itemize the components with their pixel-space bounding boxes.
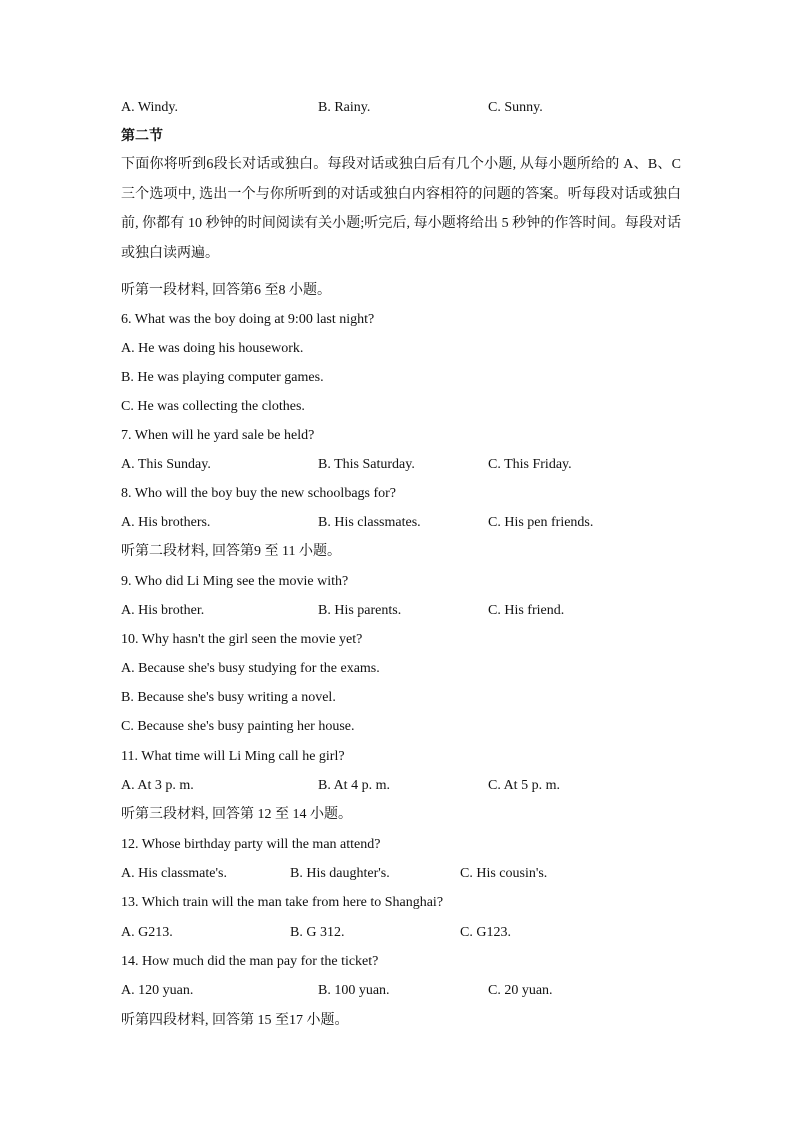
q6-option-b: B. He was playing computer games. (121, 370, 324, 385)
segment-3-heading: 听第三段材料, 回答第 12 至 14 小题。 (121, 807, 352, 822)
instructions: 下面你将听到6段长对话或独白。每段对话或独白后有几个小题, 从每小题所给的 A、B、C 三个选项中, 选出一个与你所听到的对话或独白内容相符的问题的答案。听每段对话或独白前, 你都有 10 秒钟的时间阅读有关小题;听完后, 每小题将给出 5 秒钟的作答时间。每段对话或独白读两遍。 (121, 157, 681, 261)
q12-option-a: A. His classmate's. (121, 866, 227, 881)
q11-option-b: B. At 4 p. m. (318, 778, 390, 793)
question-12: 12. Whose birthday party will the man attend? (121, 837, 381, 852)
segment-2-heading: 听第二段材料, 回答第9 至 11 小题。 (121, 544, 341, 559)
option-b: B. Rainy. (318, 100, 371, 115)
question-8: 8. Who will the boy buy the new schoolbags for? (121, 486, 397, 501)
question-11: 11. What time will Li Ming call he girl? (121, 749, 345, 764)
question-14: 14. How much did the man pay for the ticket? (121, 954, 379, 969)
section-title: 第二节 (121, 129, 163, 144)
q8-option-b: B. His classmates. (318, 515, 421, 530)
q6-option-c: C. He was collecting the clothes. (121, 399, 305, 414)
q12-option-b: B. His daughter's. (290, 866, 390, 881)
q9-option-c: C. His friend. (488, 603, 565, 618)
q7-option-b: B. This Saturday. (318, 457, 415, 472)
q7-option-c: C. This Friday. (488, 457, 572, 472)
question-6: 6. What was the boy doing at 9:00 last night? (121, 312, 375, 327)
q6-option-a: A. He was doing his housework. (121, 341, 304, 356)
question-7: 7. When will he yard sale be held? (121, 428, 315, 443)
option-c: C. Sunny. (488, 100, 543, 115)
q14-option-a: A. 120 yuan. (121, 983, 194, 998)
option-a: A. Windy. (121, 100, 178, 115)
q8-option-c: C. His pen friends. (488, 515, 594, 530)
q14-option-c: C. 20 yuan. (488, 983, 553, 998)
q8-option-a: A. His brothers. (121, 515, 211, 530)
question-10: 10. Why hasn't the girl seen the movie yet? (121, 632, 363, 647)
q10-option-a: A. Because she's busy studying for the exams. (121, 661, 380, 676)
q10-option-b: B. Because she's busy writing a novel. (121, 690, 336, 705)
q9-option-a: A. His brother. (121, 603, 205, 618)
q14-option-b: B. 100 yuan. (318, 983, 390, 998)
q10-option-c: C. Because she's busy painting her house. (121, 719, 355, 734)
question-9: 9. Who did Li Ming see the movie with? (121, 574, 349, 589)
q11-option-c: C. At 5 p. m. (488, 778, 560, 793)
q13-option-c: C. G123. (460, 925, 511, 940)
q9-option-b: B. His parents. (318, 603, 402, 618)
q13-option-a: A. G213. (121, 925, 173, 940)
question-13: 13. Which train will the man take from here to Shanghai? (121, 895, 444, 910)
q7-option-a: A. This Sunday. (121, 457, 211, 472)
segment-1-heading: 听第一段材料, 回答第6 至8 小题。 (121, 283, 331, 298)
segment-4-heading: 听第四段材料, 回答第 15 至17 小题。 (121, 1013, 349, 1028)
q12-option-c: C. His cousin's. (460, 866, 548, 881)
q13-option-b: B. G 312. (290, 925, 345, 940)
q11-option-a: A. At 3 p. m. (121, 778, 194, 793)
